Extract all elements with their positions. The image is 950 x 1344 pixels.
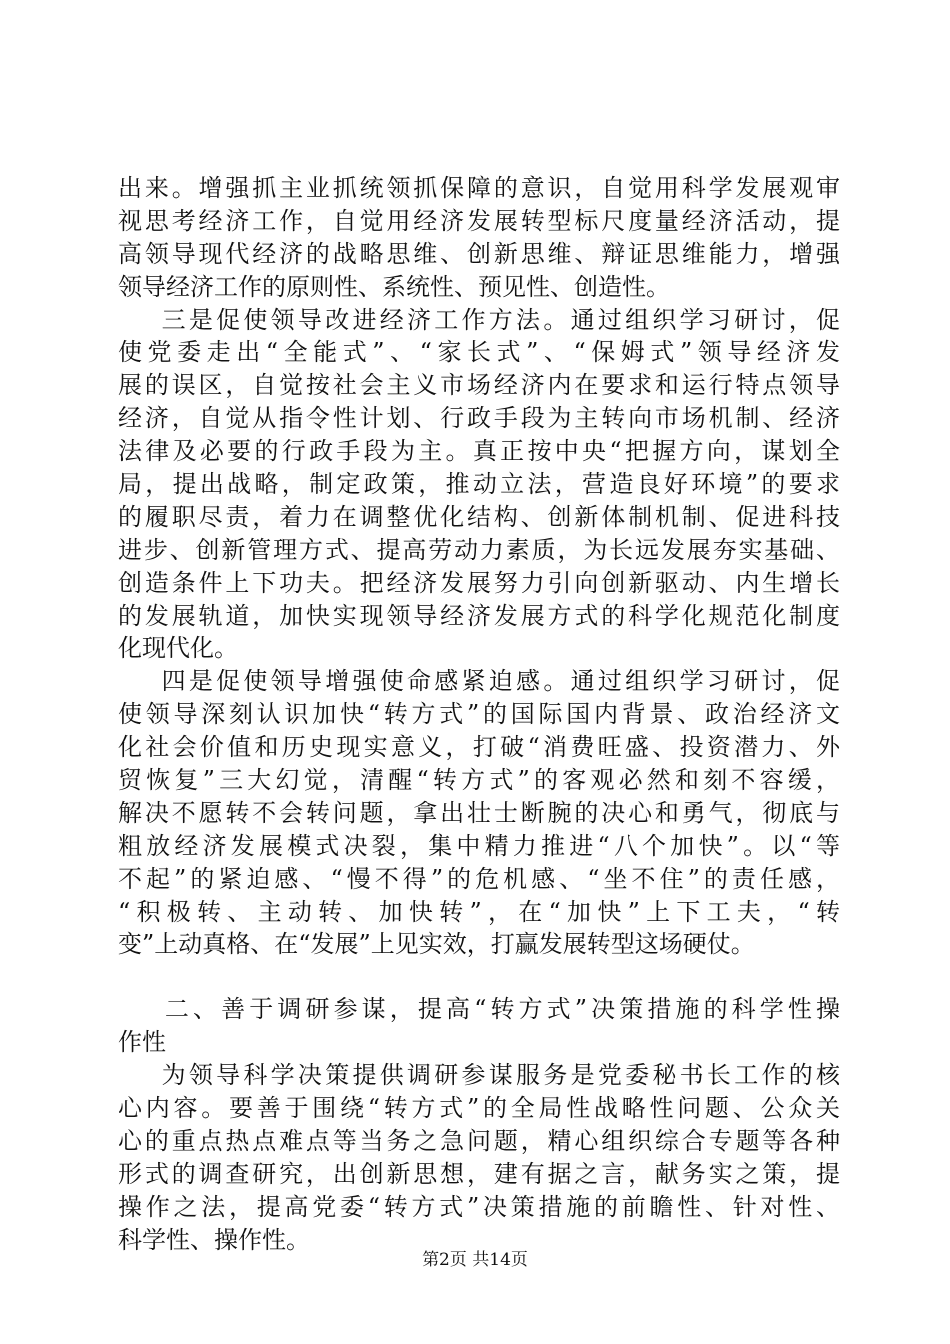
- paragraph-point-four: [118, 665, 840, 961]
- text-line: 高领导现代经济的战略思维、创新思维、辩证思维能力，增强: [118, 239, 840, 268]
- text-line: 贸恢复”三大幻觉，清醒“转方式”的客观必然和刻不容缓，: [118, 766, 840, 795]
- text-line: 创造条件上下功夫。把经济发展努力引向创新驱动、内生增长: [118, 568, 840, 597]
- text-line: 不起”的紧迫感、“慢不得”的危机感、“坐不住”的责任感，: [118, 864, 840, 893]
- text-line: 科学性、操作性。: [118, 1225, 310, 1254]
- heading-line: 作性: [118, 1028, 166, 1057]
- paragraph-continuation: [118, 172, 840, 304]
- text-line: 使党委走出“全能式”、“家长式”、“保姆式”领导经济发: [118, 338, 840, 367]
- text-line: 法律及必要的行政手段为主。真正按中央“把握方向，谋划全: [118, 437, 840, 466]
- text-line: 经济，自觉从指令性计划、行政手段为主转向市场机制、经济: [118, 404, 840, 433]
- paragraph-point-three: [118, 304, 840, 666]
- text-line: 形式的调查研究，出创新思想，建有据之言，献务实之策，提: [118, 1159, 840, 1188]
- paragraph-section-body: [118, 1059, 840, 1256]
- text-line: 心内容。要善于围绕“转方式”的全局性战略性问题、公众关: [118, 1094, 840, 1123]
- text-line: 操作之法，提高党委“转方式”决策措施的前瞻性、针对性、: [118, 1192, 840, 1221]
- text-line: 四是促使领导增强使命感紧迫感。通过组织学习研讨，促: [118, 667, 840, 696]
- text-line: 的履职尽责，着力在调整优化结构、创新体制机制、促进科技: [118, 502, 840, 531]
- text-line: 视思考经济工作，自觉用经济发展转型标尺度量经济活动，提: [118, 206, 840, 235]
- text-line: 领导经济工作的原则性、系统性、预见性、创造性。: [118, 272, 670, 301]
- page-number-footer: 第2页 共14页: [422, 1250, 528, 1270]
- text-line: 使领导深刻认识加快“转方式”的国际国内背景、政治经济文: [118, 700, 840, 729]
- heading-line: 二、善于调研参谋，提高“转方式”决策措施的科学性操: [118, 995, 840, 1024]
- text-line: 进步、创新管理方式、提高劳动力素质，为长远发展夯实基础、: [118, 535, 840, 564]
- text-line: 展的误区，自觉按社会主义市场经济内在要求和运行特点领导: [118, 371, 840, 400]
- text-line: 化社会价值和历史现实意义，打破“消费旺盛、投资潜力、外: [118, 733, 840, 762]
- text-line: 局，提出战略，制定政策，推动立法，营造良好环境”的要求: [118, 470, 840, 499]
- text-line: 出来。增强抓主业抓统领抓保障的意识，自觉用科学发展观审: [118, 174, 840, 202]
- text-line: 为领导科学决策提供调研参谋服务是党委秘书长工作的核: [118, 1061, 840, 1090]
- text-line: 心的重点热点难点等当务之急问题，精心组织综合专题等各种: [118, 1126, 840, 1155]
- text-line: 解决不愿转不会转问题，拿出壮士断腕的决心和勇气，彻底与: [118, 798, 840, 827]
- paragraph-spacer: [118, 961, 840, 993]
- text-line: 的发展轨道，加快实现领导经济发展方式的科学化规范化制度: [118, 601, 840, 630]
- document-body: [118, 172, 840, 1257]
- section-heading: [118, 993, 840, 1059]
- text-line: 化现代化。: [118, 634, 238, 663]
- text-line: 粗放经济发展模式决裂，集中精力推进“八个加快”。以“等: [118, 831, 840, 860]
- text-line: 三是促使领导改进经济工作方法。通过组织学习研讨，促: [118, 305, 840, 334]
- text-line: “积极转、主动转、加快转”，在“加快”上下工夫，“转: [118, 897, 840, 926]
- text-line: 变”上动真格、在“发展”上见实效，打赢发展转型这场硬仗。: [118, 930, 755, 959]
